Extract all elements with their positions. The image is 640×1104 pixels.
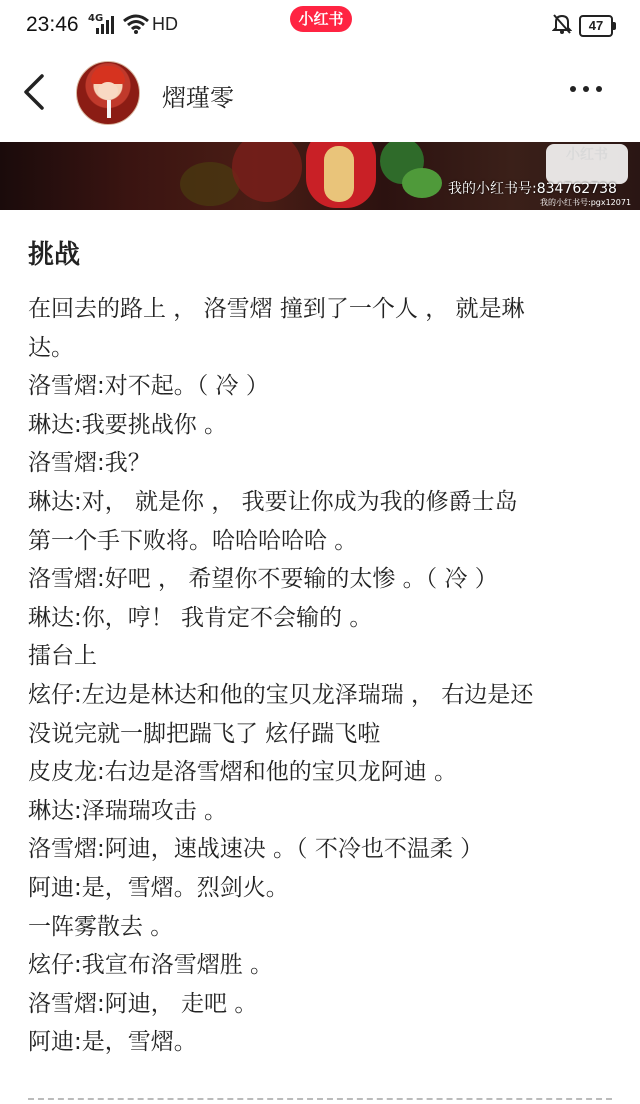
body-line: 阿迪:是，雪熠。烈剑火。 (28, 874, 289, 901)
status-time: 23:46 (26, 13, 79, 36)
body-line: 洛雪熠:阿迪，速战速决 。（ 不冷也不温柔 ） (28, 836, 484, 863)
body-line: 炫仔:我宣布洛雪熠胜 。 (28, 952, 274, 979)
body-line: 琳达:你，哼！ 我肯定不会输的 。 (28, 604, 373, 631)
body-line: 一阵雾散去 。 (28, 913, 174, 940)
watermark-id-text: 我的小红书号:834762738 (448, 181, 617, 197)
hd-label: HD (152, 14, 178, 34)
body-line: 在回去的路上 ， 洛雪熠 撞到了一个人 ， 就是琳 (28, 296, 525, 322)
status-bar (0, 0, 640, 50)
wifi-icon (122, 14, 150, 34)
more-options-icon[interactable] (570, 86, 602, 92)
post-content (28, 236, 618, 1062)
body-line: 达。 (28, 334, 74, 361)
body-line: 皮皮龙:右边是洛雪熠和他的宝贝龙阿迪 。 (28, 759, 458, 786)
body-line: 擂台上 (28, 643, 97, 670)
app-badge: 小红书 (290, 6, 352, 32)
post-title: 挑战 (28, 240, 81, 270)
battery-icon: 47 (579, 15, 613, 37)
body-line: 洛雪熠:阿迪， 走吧 。 (28, 990, 258, 1017)
body-line: 没说完就一脚把踹飞了 炫仔踹飞啦 (28, 720, 381, 747)
back-arrow-icon[interactable] (22, 74, 46, 110)
post-header (0, 52, 640, 142)
watermark-logo: 小红书 (546, 144, 628, 184)
body-line: 洛雪熠:我？ (28, 450, 151, 477)
content-divider (28, 1098, 612, 1100)
signal-icon (96, 14, 114, 34)
body-line: 炫仔:左边是林达和他的宝贝龙泽瑞瑞 ， 右边是还 (28, 681, 534, 708)
body-line: 琳达:泽瑞瑞攻击 。 (28, 797, 228, 824)
body-line: 阿迪:是，雪熠。 (28, 1029, 197, 1056)
watermark-small-text: 我的小红书号:pgx12071 (540, 198, 632, 207)
post-body (28, 290, 618, 1062)
author-avatar[interactable] (76, 61, 140, 125)
author-name[interactable]: 熠瑾零 (162, 84, 234, 112)
body-line: 第一个手下败将。哈哈哈哈哈 。 (28, 527, 358, 554)
post-image[interactable] (0, 142, 640, 210)
body-line: 琳达:我要挑战你 。 (28, 411, 228, 438)
network-type-label: 4G (88, 13, 104, 24)
body-line: 琳达:对， 就是你 ， 我要让你成为我的修爵士岛 (28, 488, 518, 515)
body-line: 洛雪熠:对不起。（ 冷 ） (28, 373, 269, 400)
mute-bell-icon (552, 13, 572, 35)
body-line: 洛雪熠:好吧 ， 希望你不要输的太惨 。（ 冷 ） (28, 566, 498, 593)
